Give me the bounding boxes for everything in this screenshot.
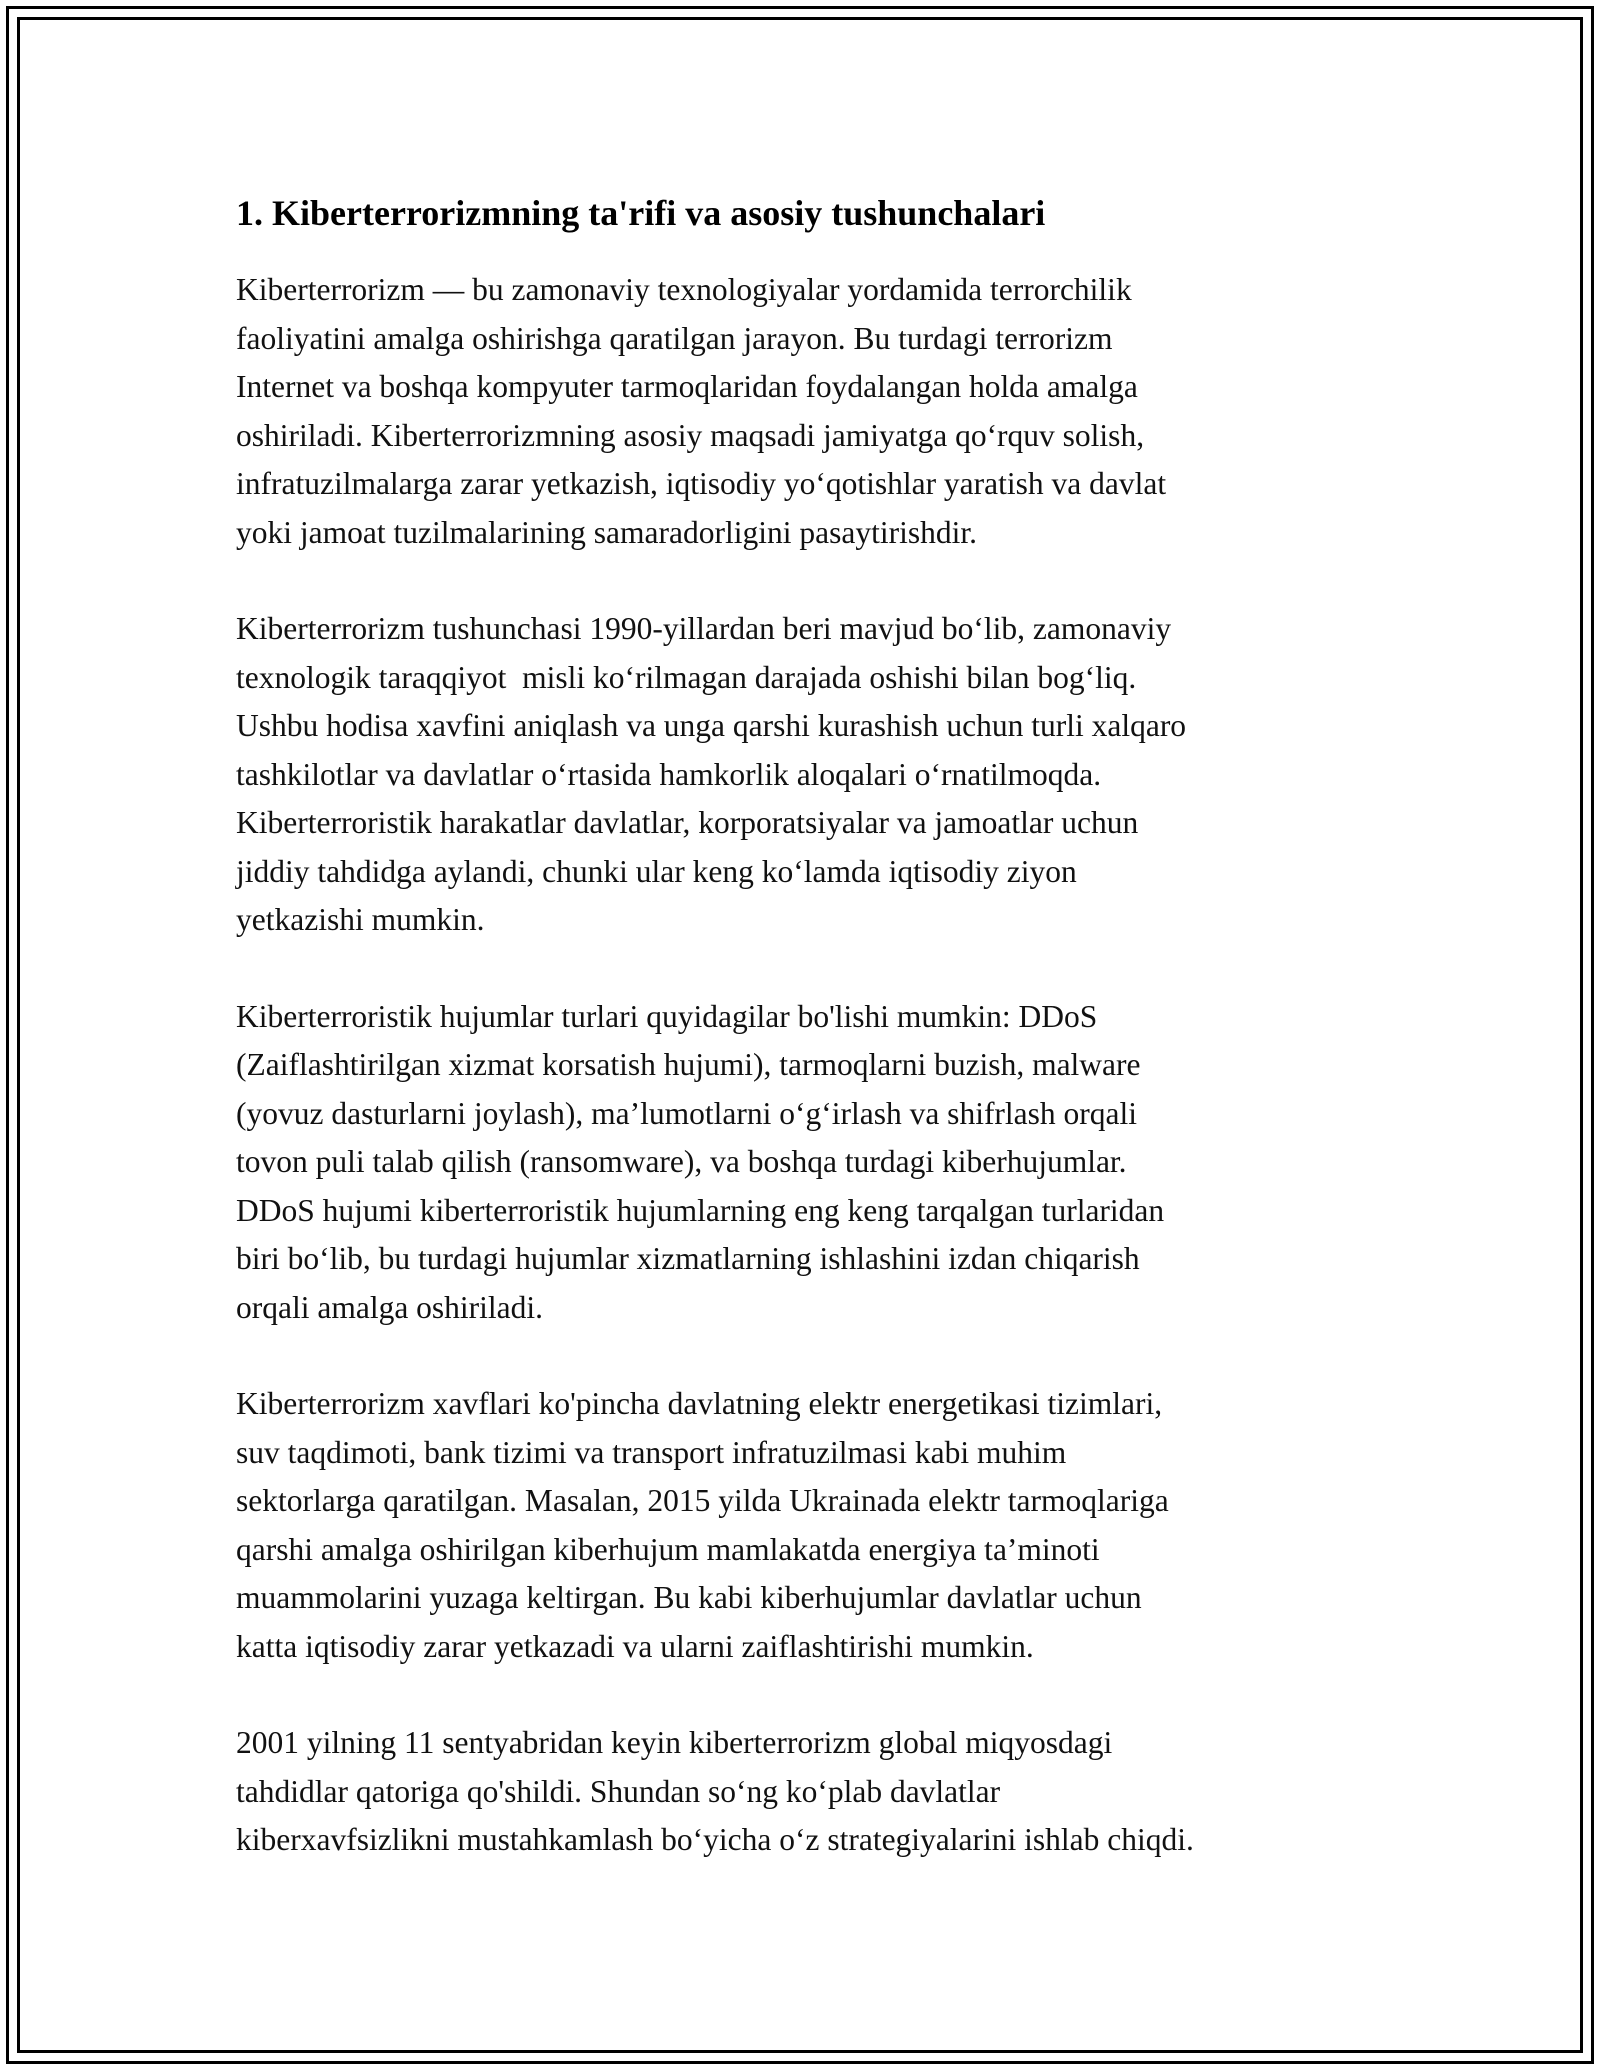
paragraph-global bbox=[236, 1719, 1366, 1865]
paragraph-history bbox=[236, 605, 1366, 945]
text-line: Kiberterroristik hujumlar turlari quyidagilar bo'lishi mumkin: DDoS bbox=[236, 998, 1098, 1034]
text-line: Kiberterrorizm — bu zamonaviy texnologiyalar yordamida terrorchilik bbox=[236, 272, 1132, 307]
text-line: DDoS hujumi kiberterroristik hujumlarning eng keng tarqalgan turlaridan bbox=[236, 1192, 1165, 1228]
text-line: kiberxavfsizlikni mustahkamlash bo‘yicha o‘z strategiyalarini ishlab chiqdi. bbox=[236, 1822, 1194, 1857]
text-line: suv taqdimoti, bank tizimi va transport infratuzilmasi kabi muhim bbox=[236, 1434, 1067, 1470]
text-line: oshiriladi. Kiberterrorizmning asosiy maqsadi jamiyatga qo‘rquv solish, bbox=[236, 417, 1145, 453]
text-line: yetkazishi mumkin. bbox=[236, 902, 485, 937]
text-line: texnologik taraqqiyot misli ko‘rilmagan darajada oshishi bilan bog‘liq. bbox=[236, 659, 1137, 695]
text-line: muammolarini yuzaga keltirgan. Bu kabi kiberhujumlar davlatlar uchun bbox=[236, 1580, 1142, 1615]
text-line: jiddiy tahdidga aylandi, chunki ular keng ko‘lamda iqtisodiy ziyon bbox=[236, 853, 1077, 889]
text-line: qarshi amalga oshirilgan kiberhujum mamlakatda energiya ta’minoti bbox=[236, 1531, 1100, 1567]
text-line: faoliyatini amalga oshirishga qaratilgan jarayon. Bu turdagi terrorizm bbox=[236, 320, 1113, 356]
text-line: 2001 yilning 11 sentyabridan keyin kiberterrorizm global miqyosdagi bbox=[236, 1725, 1113, 1760]
text-line: tahdidlar qatoriga qo'shildi. Shundan so‘ng ko‘plab davlatlar bbox=[236, 1773, 1001, 1809]
text-line: (Zaiflashtirilgan xizmat korsatish hujumi), tarmoqlarni buzish, malware bbox=[236, 1047, 1141, 1082]
text-line: (yovuz dasturlarni joylash), ma’lumotlarni o‘g‘irlash va shifrlash orqali bbox=[236, 1095, 1138, 1131]
text-line: biri bo‘lib, bu turdagi hujumlar xizmatlarning ishlashini izdan chiqarish bbox=[236, 1241, 1140, 1276]
text-line: Kiberterrorizm tushunchasi 1990-yillardan beri mavjud bo‘lib, zamonaviy bbox=[236, 611, 1172, 646]
section-heading: 1. Kiberterrorizmning ta'rifi va asosiy tushunchalari bbox=[236, 193, 1046, 233]
text-line: Kiberterrorizm xavflari ko'pincha davlatning elektr energetikasi tizimlari, bbox=[236, 1386, 1163, 1421]
paragraph-attack-types bbox=[236, 993, 1366, 1333]
document-body bbox=[236, 190, 1366, 1913]
text-line: infratuzilmalarga zarar yetkazish, iqtisodiy yo‘qotishlar yaratish va davlat bbox=[236, 466, 1167, 501]
text-line: tovon puli talab qilish (ransomware), va boshqa turdagi kiberhujumlar. bbox=[236, 1144, 1127, 1179]
paragraph-definition bbox=[236, 266, 1366, 557]
text-line: Ushbu hodisa xavfini aniqlash va unga qarshi kurashish uchun turli xalqaro bbox=[236, 708, 1187, 743]
text-line: Kiberterroristik harakatlar davlatlar, korporatsiyalar va jamoatlar uchun bbox=[236, 805, 1139, 840]
text-line: yoki jamoat tuzilmalarining samaradorligini pasaytirishdir. bbox=[236, 514, 977, 550]
text-line: tashkilotlar va davlatlar o‘rtasida hamkorlik aloqalari o‘rnatilmoqda. bbox=[236, 756, 1102, 792]
text-line: Internet va boshqa kompyuter tarmoqlaridan foydalangan holda amalga bbox=[236, 369, 1138, 404]
text-line: sektorlarga qaratilgan. Masalan, 2015 yilda Ukrainada elektr tarmoqlariga bbox=[236, 1483, 1169, 1518]
paragraph-threats bbox=[236, 1380, 1366, 1671]
text-line: orqali amalga oshiriladi. bbox=[236, 1289, 544, 1325]
text-line: katta iqtisodiy zarar yetkazadi va ularni zaiflashtirishi mumkin. bbox=[236, 1628, 1034, 1664]
